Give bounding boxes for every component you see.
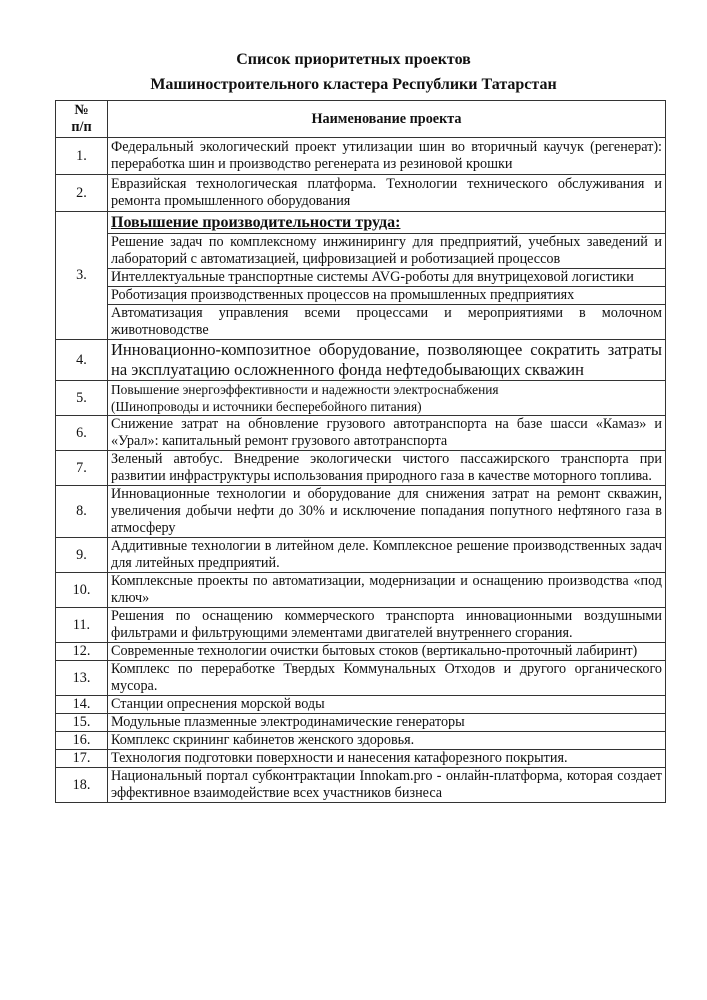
row-name: Инновационно-композитное оборудование, позволяющее сократить затраты на эксплуатацию осложненного фонда нефтедобывающих скважин bbox=[108, 340, 666, 381]
row-number: 4. bbox=[56, 340, 108, 381]
row-number: 18. bbox=[56, 768, 108, 803]
row-name: Комплекс скрининг кабинетов женского здоровья. bbox=[108, 732, 666, 750]
row-name-line1: Повышение энергоэффективности и надежности электроснабжения bbox=[111, 382, 499, 397]
row-name: Решения по оснащению коммерческого транспорта инновационными воздушными фильтрами и фильтрующими элементами двигателей внутреннего сгорания. bbox=[108, 608, 666, 643]
row-name: Аддитивные технологии в литейном деле. Комплексное решение производственных задач для литейных предприятий. bbox=[108, 538, 666, 573]
table-row bbox=[56, 750, 666, 768]
table-row bbox=[56, 643, 666, 661]
table-row bbox=[56, 538, 666, 573]
row-number: 2. bbox=[56, 175, 108, 212]
table-subrow bbox=[56, 269, 666, 287]
document-title-line2: Машиностроительного кластера Республики Татарстан bbox=[150, 76, 557, 93]
header-number bbox=[56, 101, 108, 138]
row-number: 7. bbox=[56, 451, 108, 486]
table-row bbox=[56, 768, 666, 803]
row-number: 17. bbox=[56, 750, 108, 768]
row-name: Зеленый автобус. Внедрение экологически чистого пассажирского транспорта при развитии инфраструктуры использования природного газа в качестве моторного топлива. bbox=[108, 451, 666, 486]
row-name: Современные технологии очистки бытовых стоков (вертикально-проточный лабиринт) bbox=[108, 643, 666, 661]
table-row bbox=[56, 573, 666, 608]
row-number: 9. bbox=[56, 538, 108, 573]
row-name: Национальный портал субконтрактации Innokam.pro - онлайн-платформа, которая создает эффективное взаимодействие всех участников бизнеса bbox=[108, 768, 666, 803]
row-name-line2: (Шинопроводы и источники бесперебойного питания) bbox=[111, 399, 422, 414]
header-number-line2: п/п bbox=[71, 119, 92, 135]
row-name: Комплекс по переработке Твердых Коммунальных Отходов и другого органического мусора. bbox=[108, 661, 666, 696]
row-subitem: Автоматизация управления всеми процессами и мероприятиями в молочном животноводстве bbox=[108, 305, 666, 340]
row-number: 1. bbox=[56, 138, 108, 175]
row-subitem: Интеллектуальные транспортные системы AVG-роботы для внутрицеховой логистики bbox=[108, 269, 666, 287]
table-row bbox=[56, 212, 666, 234]
row-name: Станции опреснения морской воды bbox=[108, 696, 666, 714]
header-name: Наименование проекта bbox=[108, 101, 666, 138]
row-subitem: Роботизация производственных процессов на промышленных предприятиях bbox=[108, 287, 666, 305]
document-title-line1: Список приоритетных проектов bbox=[236, 51, 471, 68]
row-subitem: Решение задач по комплексному инжинирингу для предприятий, учебных заведений и лабораторий с автоматизацией, цифровизацией и роботизацией процессов bbox=[108, 234, 666, 269]
row-number: 5. bbox=[56, 381, 108, 416]
row-number: 11. bbox=[56, 608, 108, 643]
table-row bbox=[56, 732, 666, 750]
row-number: 3. bbox=[56, 212, 108, 340]
table-subrow bbox=[56, 287, 666, 305]
row-number: 6. bbox=[56, 416, 108, 451]
row-name: Федеральный экологический проект утилизации шин во вторичный каучук (регенерат): переработка шин и производство регенерата из резиновой крошки bbox=[108, 138, 666, 175]
row-name: Технология подготовки поверхности и нанесения катафорезного покрытия. bbox=[108, 750, 666, 768]
table-row bbox=[56, 416, 666, 451]
row-number: 14. bbox=[56, 696, 108, 714]
row-number: 16. bbox=[56, 732, 108, 750]
table-row bbox=[56, 486, 666, 538]
row-number: 13. bbox=[56, 661, 108, 696]
row-name bbox=[108, 381, 666, 416]
row-name: Комплексные проекты по автоматизации, модернизации и оснащению производства «под ключ» bbox=[108, 573, 666, 608]
row-name: Снижение затрат на обновление грузового автотранспорта на базе шасси «Камаз» и «Урал»: капитальный ремонт грузового автотранспорта bbox=[108, 416, 666, 451]
row-number: 10. bbox=[56, 573, 108, 608]
row-number: 15. bbox=[56, 714, 108, 732]
table-row bbox=[56, 381, 666, 416]
header-number-line1: № bbox=[74, 102, 89, 118]
table-row bbox=[56, 661, 666, 696]
table-row bbox=[56, 138, 666, 175]
table-row bbox=[56, 696, 666, 714]
row-number: 8. bbox=[56, 486, 108, 538]
table-row bbox=[56, 714, 666, 732]
table-subrow bbox=[56, 234, 666, 269]
row-name: Инновационные технологии и оборудование для снижения затрат на ремонт скважин, увеличения добычи нефти до 30% и исключение попадания попутного нефтяного газа в атмосферу bbox=[108, 486, 666, 538]
table-subrow bbox=[56, 305, 666, 340]
table-row bbox=[56, 175, 666, 212]
table-header-row bbox=[56, 101, 666, 138]
table-row bbox=[56, 608, 666, 643]
projects-table bbox=[55, 100, 666, 803]
table-row bbox=[56, 340, 666, 381]
row-name: Модульные плазменные электродинамические генераторы bbox=[108, 714, 666, 732]
table-row bbox=[56, 451, 666, 486]
row-name: Евразийская технологическая платформа. Технологии технического обслуживания и ремонта промышленного оборудования bbox=[108, 175, 666, 212]
row-number: 12. bbox=[56, 643, 108, 661]
row-group-heading: Повышение производительности труда: bbox=[108, 212, 666, 234]
